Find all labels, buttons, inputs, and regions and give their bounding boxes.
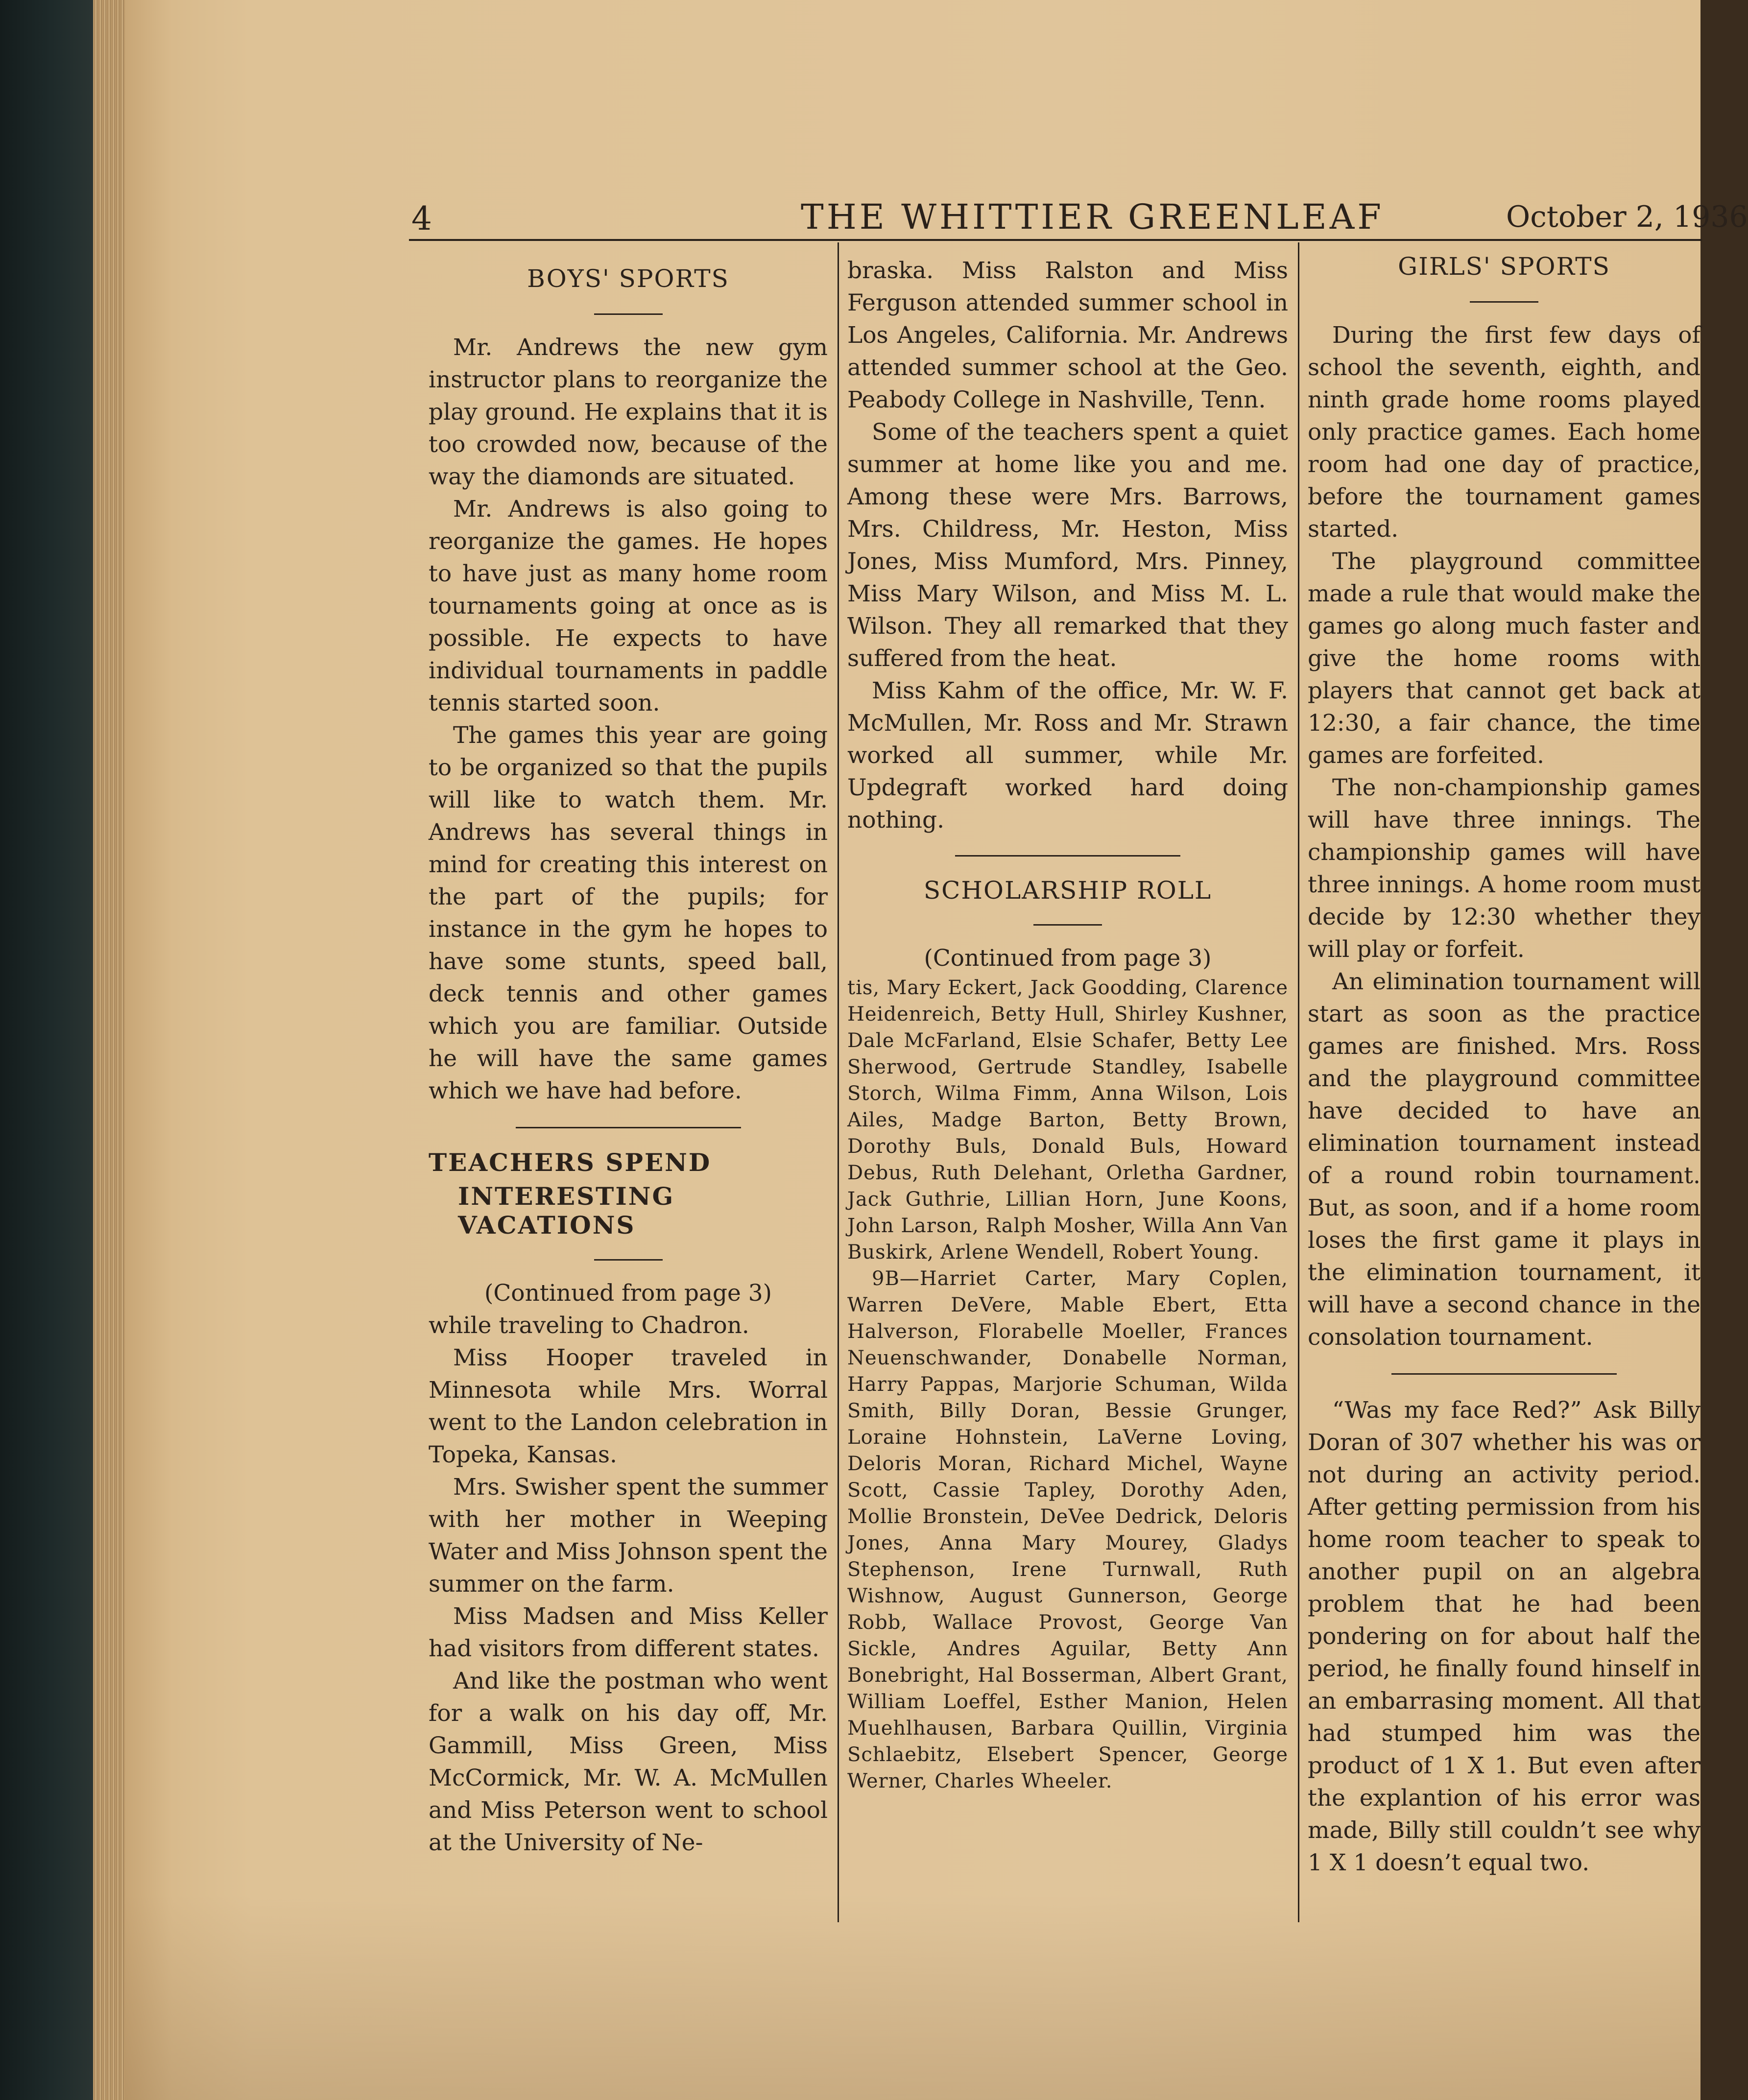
teachers-headline-line-1: TEACHERS SPEND <box>429 1148 712 1177</box>
girls-sports-paragraph-1: During the first few days of school the seventh, eighth, and ninth grade home rooms played only practice games. Each home room had one day of practice, before the tournament games started. <box>1308 322 1700 543</box>
article-divider <box>955 855 1180 857</box>
teachers-paragraph-5: And like the postman who went for a walk on his day off, Mr. Gammill, Miss Green, Miss McCormick, Mr. W. A. McMullen and Miss Peterson went to school at the University of Ne- <box>429 1668 828 1856</box>
newspaper-page <box>125 0 1748 2100</box>
column-divider-2 <box>1298 242 1299 1922</box>
masthead: THE WHITTIER GREENLEAF <box>801 197 1384 237</box>
teachers-paragraph-4: Miss Madsen and Miss Keller had visitors from different states. <box>429 1603 828 1662</box>
teachers-continued-paragraph-1: braska. Miss Ralston and Miss Ferguson attended summer school in Los Angeles, California. Mr. Andrews attended summer school at the Geo. Peabody College in Nashville, Tenn. <box>847 257 1288 413</box>
teachers-continued-paragraph-3: Miss Kahm of the office, Mr. W. F. McMullen, Mr. Ross and Mr. Strawn worked all summer, while Mr. Updegraft worked hard doing nothing. <box>847 677 1288 834</box>
teachers-continued-paragraph-2: Some of the teachers spent a quiet summer at home like you and me. Among these were Mrs. Barrows, Mrs. Childress, Mr. Heston, Miss Jones, Miss Mumford, Mrs. Pinney, Miss Mary Wilson, and Miss M. L. Wilson. They all remarked that they suffered from the heat. <box>847 419 1288 672</box>
article-divider <box>516 1127 741 1128</box>
teachers-headline-line-2: INTERESTING VACATIONS <box>458 1182 675 1240</box>
headline-dash <box>1470 301 1538 303</box>
girls-sports-headline: GIRLS' SPORTS <box>1398 252 1610 281</box>
page-edges <box>93 0 127 2100</box>
face-red-paragraph: “Was my face Red?” Ask Billy Doran of 307 whether his was or not during an activity period. After getting permission from his home room teacher to speak to another pupil on an algebra problem that he had been pondering on for about half the period, he finally found hinself in an embarrasing moment. All that had stumped him was the product of 1 X 1. But even after the explantion of his error was made, Billy still couldn’t see why 1 X 1 doesn’t equal two. <box>1308 1397 1700 1876</box>
teachers-paragraph-3: Mrs. Swisher spent the summer with her mother in Weeping Water and Miss Johnson spent the summer on the farm. <box>429 1474 828 1598</box>
boys-sports-paragraph-2: Mr. Andrews is also going to reorganize the games. He hopes to have just as many home room tournaments going at once as is possible. He expects to have individual tournaments in paddle tennis started soon. <box>429 496 828 716</box>
column-2 <box>847 255 1288 1794</box>
scholarship-continued-note: (Continued from page 3) <box>924 945 1212 972</box>
headline-dash <box>1033 924 1102 926</box>
headline-dash <box>594 1259 663 1261</box>
boys-sports-headline: BOYS' SPORTS <box>527 264 729 293</box>
scholarship-headline: SCHOLARSHIP ROLL <box>923 876 1212 905</box>
girls-sports-paragraph-4: An elimination tournament will start as soon as the practice games are finished. Mrs. Ross and the playground committee have decided to have an elimination tournament instead of a round robin tournament. But, as soon, and if a home room loses the first game it plays in the elimination tournament, it will have a second chance in the consolation tournament. <box>1308 968 1700 1351</box>
teachers-paragraph-1: while traveling to Chadron. <box>429 1312 749 1339</box>
boys-sports-paragraph-1: Mr. Andrews the new gym instructor plans to reorganize the play ground. He explains that it is too crowded now, because of the way the diamonds are situated. <box>429 334 828 490</box>
column-3 <box>1308 252 1700 1879</box>
boys-sports-paragraph-3: The games this year are going to be organized so that the pupils will like to watch them. Mr. Andrews has several things in mind for creating this interest on the part of the pupils; for instance in the gym he hopes to have some stunts, speed ball, deck tennis and other games which you are familiar. Outside he will have the same games which we have had before. <box>429 722 828 1104</box>
column-divider-1 <box>838 242 839 1922</box>
masthead-rule <box>409 239 1702 241</box>
girls-sports-paragraph-2: The playground committee made a rule that would make the games go along much faster and give the home rooms with players that cannot get back at 12:30, a fair chance, the time games are forfeited. <box>1308 548 1700 769</box>
article-divider <box>1391 1373 1617 1375</box>
page-number: 4 <box>411 200 432 238</box>
teachers-paragraph-2: Miss Hooper traveled in Minnesota while Mrs. Worral went to the Landon celebration in Topeka, Kansas. <box>429 1344 828 1468</box>
teachers-continued-note: (Continued from page 3) <box>484 1280 772 1307</box>
issue-date: October 2, 1936 <box>1506 200 1748 234</box>
scholarship-paragraph-2: 9B—Harriet Carter, Mary Coplen, Warren DeVere, Mable Ebert, Etta Halverson, Florabelle Moeller, Frances Neuenschwander, Donabelle Norman, Harry Pappas, Marjorie Schuman, Wilda Smith, Billy Doran, Bessie Grunger, Loraine Hohnstein, LaVerne Loving, Deloris Moran, Richard Michel, Wayne Scott, Cassie Tapley, Dorothy Aden, Mollie Bronstein, DeVee Dedrick, Deloris Jones, Anna Mary Mourey, Gladys Stephenson, Irene Turnwall, Ruth Wishnow, August Gunnerson, George Robb, Wallace Provost, George Van Sickle, Andres Aguilar, Betty Ann Bonebright, Hal Bosserman, Albert Grant, William Loeffel, Esther Manion, Helen Muehlhausen, Barbara Quillin, Virginia Schlaebitz, Elsebert Spencer, George Werner, Charles Wheeler. <box>847 1267 1288 1792</box>
column-1 <box>429 264 828 1859</box>
scholarship-paragraph-1: tis, Mary Eckert, Jack Goodding, Clarence Heidenreich, Betty Hull, Shirley Kushner, Dale McFarland, Elsie Schafer, Betty Lee Sherwood, Gertrude Standley, Isabelle Storch, Wilma Fimm, Anna Wilson, Lois Ailes, Madge Barton, Betty Brown, Dorothy Buls, Donald Buls, Howard Debus, Ruth Delehant, Orletha Gardner, Jack Guthrie, Lillian Horn, June Koons, John Larson, Ralph Mosher, Willa Ann Van Buskirk, Arlene Wendell, Robert Young. <box>847 977 1288 1264</box>
girls-sports-paragraph-3: The non-championship games will have three innings. The championship games will have three innings. A home room must decide by 12:30 whether they will play or forfeit. <box>1308 774 1700 963</box>
headline-dash <box>594 313 663 315</box>
